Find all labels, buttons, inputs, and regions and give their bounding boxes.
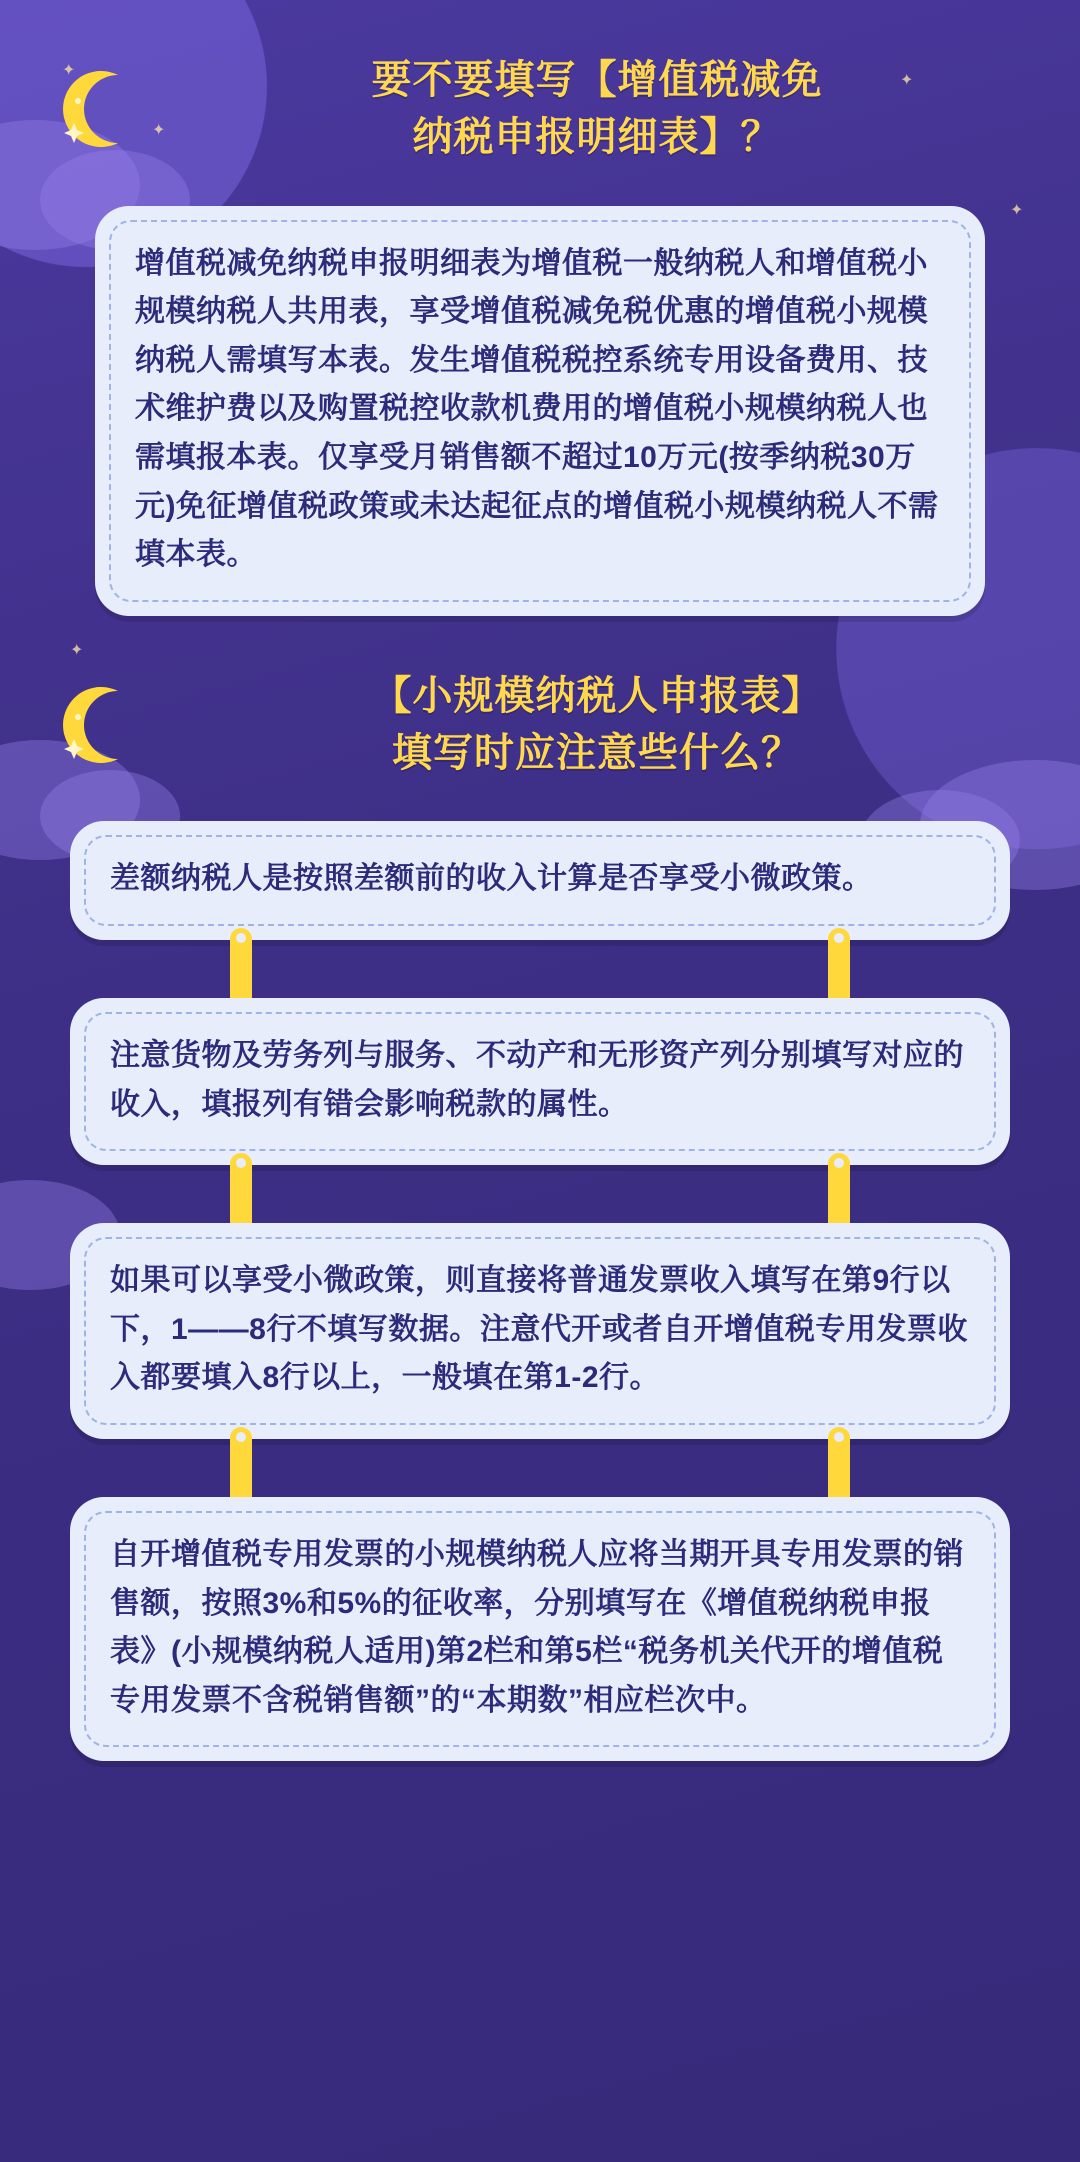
connector-pin-right: [828, 1427, 850, 1507]
connector-pin-left: [230, 1427, 252, 1507]
card-connector: [70, 1439, 1010, 1497]
info-card: [70, 821, 1010, 940]
card-connector: [70, 1165, 1010, 1223]
info-card-text: 增值税减免纳税申报明细表为增值税一般纳税人和增值税小规模纳税人共用表，享受增值税减免税优惠的增值税小规模纳税人需填写本表。发生增值税税控系统专用设备费用、技术维护费以及购置税控收款机费用的增值税小规模纳税人也需填报本表。仅享受月销售额不超过10万元(按季纳税30万元)免征增值税政策或未达起征点的增值税小规模纳税人不需填本表。: [135, 246, 939, 572]
connector-pin-right: [828, 1153, 850, 1233]
section-2-title: [162, 668, 1032, 782]
info-card: [70, 1223, 1010, 1439]
section-2: [0, 668, 1080, 1762]
section-1-title-line1: 要不要填写【增值税减免: [371, 58, 823, 102]
connector-pin-left: [230, 1153, 252, 1233]
section-2-title-line2: 填写时应注意些什么？: [392, 730, 802, 775]
section-1-heading: [0, 52, 1080, 166]
section-2-heading: [0, 668, 1080, 782]
poster-page: ✦ ✦ ✦ ✦ ✦ 要不要填写【增值税减免 纳税申报明细表】？ 增值税减免纳税申报明细表为增值税一般纳税人和增值税小规模纳税人共用表，享受增值税减免税优惠的增值税小规模纳税人需填写本表。发生增值税税控系统专用设备费用、技术维护费以及购置税控收款机费用的增值税小规模纳税人也需填报本表。仅享受月销售额不超过10万元(按季纳税30万元)免征增值税政策或未达起征点的增值税小规模纳税人不需填本表。 【小规模纳税人申报表】 填写时应注意些什么？ 差额纳税人是按照差额前的收入计算是否享受小微政策。 注意货物及劳务列与服务、不动产和无形资产列分别填写对应的收入，填报列有错会影响税款的属性。 如果可以享受小微政策，则直接将普通发票收入填写在第9行以下，1——8行不填写数据。注意代开或者自开增值税专用发票收入都要填入8行以上，一般填在第1-2行。 自开增值税专用发票的小规模纳税人应将当期开具专用发票的销售额，按照3%和5%的征收率，分别填写在《增值税纳税申报表》(小规模纳税人适用)第2栏和第5栏“税务机关代开的增值税专用发票不含税销售额”的“本期数”相应栏次中。: [0, 0, 1080, 2162]
card-connector: [70, 940, 1010, 998]
info-card-text: 如果可以享受小微政策，则直接将普通发票收入填写在第9行以下，1——8行不填写数据。注意代开或者自开增值税专用发票收入都要填入8行以上，一般填在第1-2行。: [110, 1264, 968, 1395]
info-card: [70, 1497, 1010, 1761]
connector-pin-right: [828, 928, 850, 1008]
info-card-text: 差额纳税人是按照差额前的收入计算是否享受小微政策。: [110, 862, 873, 896]
connector-pin-left: [230, 928, 252, 1008]
info-card: [95, 206, 985, 616]
info-card-text: 自开增值税专用发票的小规模纳税人应将当期开具专用发票的销售额，按照3%和5%的征收率，分别填写在《增值税纳税申报表》(小规模纳税人适用)第2栏和第5栏“税务机关代开的增值税专用发票不含税销售额”的“本期数”相应栏次中。: [110, 1537, 964, 1717]
section-2-title-line1: 【小规模纳税人申报表】: [371, 673, 823, 718]
crescent-moon-icon: [48, 677, 144, 773]
info-card-text: 注意货物及劳务列与服务、不动产和无形资产列分别填写对应的收入，填报列有错会影响税款的属性。: [110, 1038, 964, 1121]
section-1-title-line2: 纳税申报明细表】？: [412, 114, 782, 159]
section-1: [0, 52, 1080, 616]
info-card: [70, 998, 1010, 1165]
section-1-title: [162, 52, 1032, 166]
crescent-moon-icon: [48, 61, 144, 157]
